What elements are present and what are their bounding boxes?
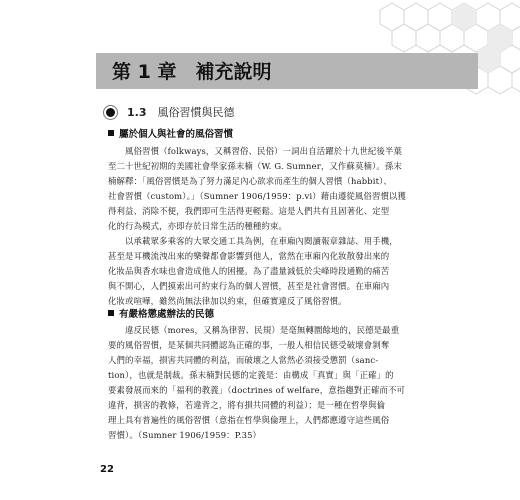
subsection-title-1: 屬於個人與社會的風俗習慣 <box>119 129 234 140</box>
subsection-title-2: 有嚴格懲處辦法的民德 <box>119 309 215 320</box>
chapter-title: 第 1 章 補充說明 <box>112 61 272 83</box>
paragraph-line: 化的行為模式，亦即存於日常生活的種種約束。 <box>108 221 288 231</box>
paragraph-line: 甚至是耳機流洩出來的樂聲都會影響到他人，當然在車廂內化妝散發出來的 <box>108 251 390 261</box>
subsection-heading-1 <box>108 129 233 141</box>
square-bullet-icon <box>108 310 114 316</box>
section-heading <box>106 106 235 120</box>
paragraph-line: 風俗習慣（folkways，又稱習俗、民俗）一詞出自活躍於十九世紀後半葉 <box>125 146 402 156</box>
section-number: 1.3 <box>127 106 147 119</box>
paragraph-line: 違反民德（mores，又稱為律習、民規）是毫無轉圜餘地的，民德是最重 <box>125 325 400 335</box>
paragraph-line: 要的風俗習慣，是某個共同體認為正確的事，一般人相信民德受破壞會剝奪 <box>108 340 390 350</box>
page-number: 22 <box>100 464 114 475</box>
paragraph-line: tion），也就是制裁。孫末楠對民德的定義是：由構成「真實」與「正確」的 <box>108 370 394 380</box>
paragraph-line: 違背，損害的教條，若違背之，將有損共同體的利益）；是一種在哲學與倫 <box>108 400 386 410</box>
paragraph-line: 化妝或喧嘩，雖然尚無法律加以約束，但確實違反了風俗習慣。 <box>108 296 347 306</box>
paragraph-line: 社會習慣（custom）。」（Sumner 1906/1959：p.vi）藉由遵從風俗習慣以獲 <box>108 191 407 201</box>
paragraph-line: 化妝品與香水味也會造成他人的困擾。為了盡量減低於尖峰時段通勤的痛苦 <box>108 266 390 276</box>
paragraph-line: 理上具有普遍性的風俗習慣（意指在哲學與倫理上，人們都應遵守這些風俗 <box>108 415 390 425</box>
paragraph-line: 要素發展而來的「福利的教義」（doctrines of welfare，意指趨對正確而不可 <box>108 385 406 395</box>
section-bullet-icon <box>106 108 115 117</box>
paragraph-line: 至二十世紀初期的美國社會學家孫末楠（W. G. Sumner，又作蘇莫楠）。孫末 <box>108 161 402 171</box>
paragraph-mores-definition <box>108 323 410 443</box>
paragraph-line: 人們的幸福，損害共同體的利益，而破壞之人當然必須接受懲罰（sanc- <box>108 355 379 365</box>
paragraph-public-transport-example <box>108 234 410 309</box>
subsection-heading-2 <box>108 309 214 321</box>
square-bullet-icon <box>108 130 114 136</box>
paragraph-line: 與不開心，人們摸索出可約束行為的個人習慣，甚至是社會習慣。在車廂內 <box>108 281 390 291</box>
paragraph-folkways-definition <box>108 144 410 234</box>
paragraph-line: 得利益、消除不便，我們即可生活得更輕鬆。這是人們共有且固著化、定型 <box>108 206 390 216</box>
paragraph-line: 楠解釋：「風俗習慣是為了努力滿足內心欲求而產生的個人習慣（habbit）、 <box>108 176 392 186</box>
paragraph-line: 習慣）。（Sumner 1906/1959：P.35） <box>108 430 262 440</box>
paragraph-line: 以承載眾多乘客的大眾交通工具為例，在車廂內閱讀報章雜誌、用手機， <box>125 236 398 246</box>
section-title: 風俗習慣與民德 <box>157 106 235 119</box>
